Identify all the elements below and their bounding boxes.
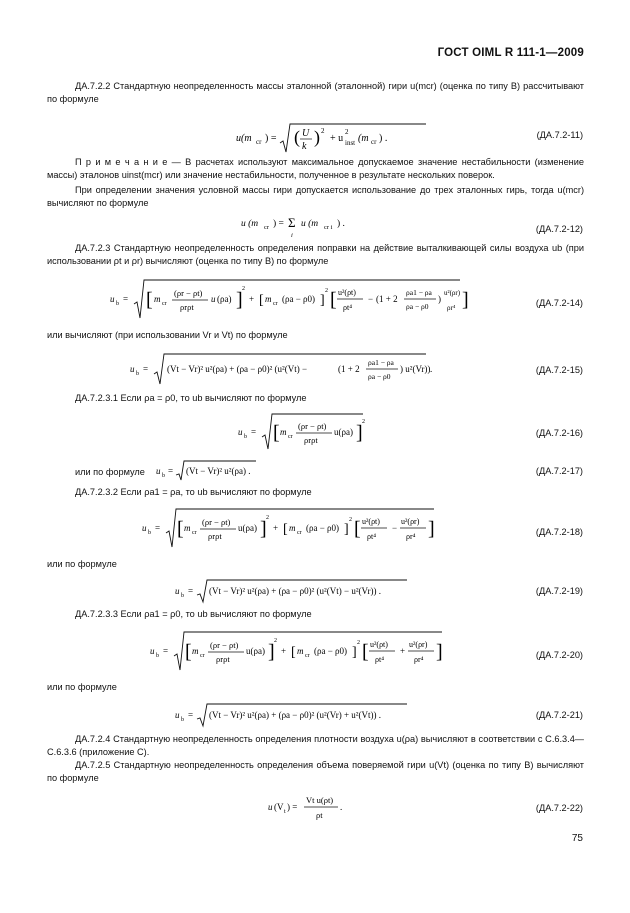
svg-text:ρr⁴: ρr⁴ — [406, 532, 416, 541]
svg-text:ρt: ρt — [316, 810, 323, 820]
svg-text:i: i — [291, 232, 293, 239]
paragraph-da-7-2-3-3: ДА.7.2.3.3 Если ρa1 = ρ0, то ub вычисляют по формуле — [75, 609, 312, 619]
equation-da-7-2-18 — [142, 507, 442, 554]
svg-text:+: + — [273, 523, 279, 533]
svg-text:=: = — [168, 466, 174, 476]
svg-text:t: t — [284, 809, 286, 815]
svg-text:ρr⁴: ρr⁴ — [447, 304, 456, 312]
svg-text:u²(ρt): u²(ρt) — [362, 517, 380, 526]
svg-text:[: [ — [177, 518, 184, 540]
svg-text:ρt⁴: ρt⁴ — [343, 303, 353, 312]
equation-20-graphic — [150, 630, 450, 674]
svg-text:+: + — [400, 646, 406, 656]
equation-number: (ДА.7.2-17) — [535, 466, 583, 476]
paragraph-alt-17: или по формуле — [75, 467, 145, 477]
svg-text:) .: ) . — [379, 133, 388, 144]
svg-text:(Vt − Vr)² u²(ρa) .: (Vt − Vr)² u²(ρa) . — [186, 466, 251, 476]
svg-text:(Vt − Vr)² u²(ρa) + (ρa − ρ0)²: (Vt − Vr)² u²(ρa) + (ρa − ρ0)² (u²(Vr) + u²(Vt)) . — [209, 710, 381, 720]
svg-text:2: 2 — [349, 517, 352, 523]
svg-text:ρa − ρ0: ρa − ρ0 — [406, 302, 429, 311]
equation-number: (ДА.7.2-12) — [535, 224, 583, 234]
svg-text:u(ρa): u(ρa) — [246, 646, 265, 656]
svg-text:ρa1 − ρa: ρa1 − ρa — [406, 288, 432, 297]
equation-number: (ДА.7.2-14) — [535, 298, 583, 308]
svg-text:.: . — [430, 364, 433, 374]
paragraph-da-7-2-5: ДА.7.2.5 Стандартную неопределенность определения объема поверяемой гири u(Vt) (оценка по типу B) вычисляют по формуле — [47, 760, 584, 783]
svg-text:=: = — [188, 586, 194, 596]
svg-text:u: u — [142, 523, 147, 533]
svg-text:u: u — [175, 710, 180, 720]
svg-text:]: ] — [260, 518, 267, 540]
equation-17-graphic — [156, 459, 266, 481]
svg-text:[: [ — [273, 422, 280, 444]
svg-text:m: m — [154, 294, 161, 304]
svg-text:cr: cr — [162, 301, 167, 307]
svg-text:u(ρa): u(ρa) — [334, 427, 353, 437]
svg-text:=: = — [188, 710, 194, 720]
page-number: 75 — [571, 833, 583, 844]
svg-text:): ) — [438, 294, 441, 304]
svg-text:b: b — [148, 530, 151, 536]
svg-text:ρrρt: ρrρt — [304, 435, 318, 445]
svg-text:b: b — [116, 301, 119, 307]
svg-text:b: b — [162, 473, 165, 479]
svg-text:(ρr − ρt): (ρr − ρt) — [210, 640, 239, 650]
svg-text:[: [ — [291, 645, 296, 660]
svg-text:ρt⁴: ρt⁴ — [375, 655, 385, 664]
equation-number: (ДА.7.2-22) — [535, 803, 583, 813]
svg-text:k: k — [302, 141, 307, 152]
svg-text:[: [ — [362, 641, 369, 663]
svg-text:cr: cr — [288, 434, 293, 440]
svg-text:(ρa − ρ0): (ρa − ρ0) — [282, 294, 316, 304]
svg-text:[: [ — [259, 293, 264, 308]
equation-18-graphic — [142, 507, 442, 551]
svg-text:cr: cr — [200, 653, 205, 659]
equation-19-graphic — [175, 578, 415, 604]
svg-text:.: . — [340, 802, 343, 812]
svg-text:(Vt − Vr)² u²(ρa) + (ρa − ρ0)²: (Vt − Vr)² u²(ρa) + (ρa − ρ0)² (u²(Vt) − u²(Vr)) . — [209, 586, 381, 596]
svg-text:u(m: u(m — [236, 133, 252, 144]
paragraph-alt-21: или по формуле — [47, 682, 117, 692]
svg-text:) =: ) = — [265, 133, 277, 144]
equation-22-graphic — [268, 791, 368, 823]
svg-text:(V: (V — [274, 802, 284, 812]
svg-text:cr: cr — [297, 530, 302, 536]
svg-text:cr: cr — [371, 138, 377, 146]
svg-text:+: + — [249, 294, 255, 304]
svg-text:u: u — [110, 294, 115, 304]
equation-da-7-2-19 — [175, 578, 415, 607]
svg-text:u: u — [211, 294, 216, 304]
svg-text:U: U — [302, 128, 310, 139]
equation-da-7-2-12 — [241, 214, 361, 243]
svg-text:[: [ — [146, 289, 153, 311]
svg-text:]: ] — [352, 645, 357, 660]
svg-text:) =: ) = — [273, 219, 284, 229]
svg-text:u: u — [156, 466, 161, 476]
svg-text:u (m: u (m — [301, 219, 319, 229]
svg-text:2: 2 — [325, 288, 328, 294]
svg-text:m: m — [184, 523, 191, 533]
svg-text:cr: cr — [273, 301, 278, 307]
svg-text:(ρr − ρt): (ρr − ρt) — [174, 288, 203, 298]
equation-number: (ДА.7.2-15) — [535, 365, 583, 375]
svg-text:ρt⁴: ρt⁴ — [367, 532, 377, 541]
svg-text:(: ( — [294, 127, 300, 147]
svg-text:u²(ρr): u²(ρr) — [444, 289, 461, 297]
svg-text:2: 2 — [266, 515, 269, 521]
paragraph-da-7-2-3-1: ДА.7.2.3.1 Если ρa = ρ0, то ub вычисляют по формуле — [75, 393, 307, 403]
svg-text:b: b — [181, 593, 184, 599]
equation-da-7-2-14 — [110, 278, 470, 325]
equation-da-7-2-20 — [150, 630, 450, 677]
svg-text:]: ] — [344, 522, 349, 537]
svg-text:]: ] — [462, 289, 469, 311]
svg-text:u²(ρt): u²(ρt) — [370, 640, 388, 649]
svg-text:ρrρt: ρrρt — [216, 654, 230, 664]
svg-text:[: [ — [185, 641, 192, 663]
svg-text:+ u: + u — [330, 133, 344, 144]
svg-text:u²(ρr): u²(ρr) — [409, 640, 428, 649]
paragraph-alt-volume: или вычисляют (при использовании Vr и Vt) по формуле — [47, 330, 288, 340]
svg-text:(Vt − Vr)² u²(ρa) + (ρa − ρ0)²: (Vt − Vr)² u²(ρa) + (ρa − ρ0)² (u²(Vt) − — [167, 364, 308, 374]
svg-text:]: ] — [436, 641, 443, 663]
svg-text:(ρr − ρt): (ρr − ρt) — [202, 517, 231, 527]
equation-number: (ДА.7.2-11) — [536, 130, 583, 140]
svg-text:]: ] — [268, 641, 275, 663]
svg-text:b: b — [181, 717, 184, 723]
svg-text:Σ: Σ — [288, 215, 296, 230]
paragraph-da-7-2-3-2: ДА.7.2.3.2 Если ρa1 = ρa, то ub вычисляют по формуле — [75, 487, 312, 497]
svg-text:(ρa − ρ0): (ρa − ρ0) — [306, 523, 340, 533]
svg-text:=: = — [143, 364, 149, 374]
svg-text:]: ] — [236, 289, 243, 311]
note-paragraph: П р и м е ч а н и е — В расчетах используют максимальное допускаемое значение нестабильности (изменение массы) эталонов uinst(mcr) или значение нестабильности, полученное в результате нескольких поверок. — [47, 157, 584, 180]
svg-text:(m: (m — [358, 133, 369, 144]
svg-text:m: m — [265, 294, 272, 304]
svg-text:u: u — [150, 646, 155, 656]
svg-text:(ρa): (ρa) — [217, 294, 232, 304]
equation-16-graphic — [238, 412, 368, 452]
svg-text:[: [ — [330, 289, 337, 311]
equation-number: (ДА.7.2-21) — [535, 710, 583, 720]
svg-text:u: u — [130, 364, 135, 374]
svg-text:b: b — [244, 434, 247, 440]
svg-text:ρr⁴: ρr⁴ — [414, 655, 424, 664]
svg-text:]: ] — [356, 422, 363, 444]
svg-text:(ρr − ρt): (ρr − ρt) — [298, 421, 327, 431]
equation-number: (ДА.7.2-16) — [535, 428, 583, 438]
svg-text:−: − — [368, 294, 374, 304]
svg-text:2: 2 — [242, 286, 245, 292]
paragraph-da-7-2-2: ДА.7.2.2 Стандартную неопределенность массы эталонной (эталонной) гири u(mcr) (оценка по типу B) рассчитывают по формуле — [47, 81, 584, 104]
paragraph-da-7-2-3: ДА.7.2.3 Стандартную неопределенность определения поправки на действие выталкивающей силы воздуха ub (при использовании ρt и ρr) вычисляют (оценка по типу B) по формуле — [47, 243, 584, 266]
paragraph-da-7-2-4: ДА.7.2.4 Стандартную неопределенность определения плотности воздуха u(ρa) вычисляют в соответствии с С.6.3.4—С.6.3.6 (приложение С). — [47, 734, 584, 757]
equation-da-7-2-17 — [156, 459, 266, 484]
paragraph-three-weights: При определении значения условной массы гири допускается использование до трех эталонных гирь, тогда u(mcr) вычисляют по формуле — [47, 185, 584, 208]
svg-text:cr: cr — [256, 138, 262, 146]
svg-text:cr: cr — [264, 224, 270, 231]
svg-text:ρrρt: ρrρt — [180, 302, 194, 312]
svg-text:2: 2 — [321, 127, 325, 135]
equation-da-7-2-21 — [175, 702, 415, 731]
svg-text:+: + — [281, 646, 287, 656]
svg-text:ρrρt: ρrρt — [208, 531, 222, 541]
svg-text:=: = — [155, 523, 161, 533]
svg-text:−: − — [392, 523, 398, 533]
equation-11-graphic — [236, 121, 456, 155]
svg-text:ρa − ρ0: ρa − ρ0 — [368, 372, 391, 381]
svg-text:2: 2 — [345, 128, 349, 136]
svg-text:u: u — [175, 586, 180, 596]
paragraph-alt-19: или по формуле — [47, 559, 117, 569]
svg-text:]: ] — [428, 518, 435, 540]
svg-text:(1 + 2: (1 + 2 — [338, 364, 360, 374]
equation-number: (ДА.7.2-20) — [535, 650, 583, 660]
svg-text:[: [ — [354, 518, 361, 540]
svg-text:(ρa − ρ0): (ρa − ρ0) — [314, 646, 348, 656]
svg-text:b: b — [136, 371, 139, 377]
svg-text:]: ] — [320, 293, 325, 308]
document-header: ГОСТ OIML R 111-1—2009 — [437, 47, 584, 59]
svg-text:u: u — [268, 802, 273, 812]
svg-text:) =: ) = — [287, 802, 298, 812]
svg-text:inst: inst — [345, 139, 356, 147]
equation-da-7-2-22 — [268, 791, 368, 826]
svg-text:2: 2 — [274, 638, 277, 644]
svg-text:2: 2 — [362, 419, 365, 425]
equation-number: (ДА.7.2-18) — [535, 527, 583, 537]
svg-text:m: m — [192, 646, 199, 656]
svg-text:) u²(Vr)): ) u²(Vr)) — [400, 364, 431, 374]
svg-text:) .: ) . — [337, 219, 345, 229]
svg-text:ρa1 − ρa: ρa1 − ρa — [368, 358, 394, 367]
svg-text:=: = — [123, 294, 129, 304]
svg-text:[: [ — [283, 522, 288, 537]
svg-text:u²(ρr): u²(ρr) — [401, 517, 420, 526]
svg-text:m: m — [297, 646, 304, 656]
svg-text:Vt u(ρt): Vt u(ρt) — [306, 795, 334, 805]
svg-text:): ) — [314, 127, 320, 147]
svg-text:u (m: u (m — [241, 219, 259, 229]
svg-text:m: m — [289, 523, 296, 533]
equation-14-graphic — [110, 278, 470, 322]
svg-text:cr i: cr i — [324, 224, 333, 231]
svg-text:2: 2 — [357, 640, 360, 646]
svg-text:=: = — [251, 427, 257, 437]
equation-da-7-2-16 — [238, 412, 368, 455]
equation-da-7-2-15 — [130, 352, 440, 389]
svg-text:cr: cr — [305, 653, 310, 659]
equation-number: (ДА.7.2-19) — [535, 586, 583, 596]
svg-text:u²(ρt): u²(ρt) — [338, 288, 356, 297]
svg-text:u: u — [238, 427, 243, 437]
equation-15-graphic — [130, 352, 440, 386]
svg-text:b: b — [156, 653, 159, 659]
svg-text:(1 + 2: (1 + 2 — [376, 294, 398, 304]
svg-text:=: = — [163, 646, 169, 656]
svg-text:cr: cr — [192, 530, 197, 536]
equation-21-graphic — [175, 702, 415, 728]
svg-text:m: m — [280, 427, 287, 437]
equation-12-graphic — [241, 214, 361, 240]
equation-da-7-2-11 — [236, 121, 456, 158]
svg-text:u(ρa): u(ρa) — [238, 523, 257, 533]
